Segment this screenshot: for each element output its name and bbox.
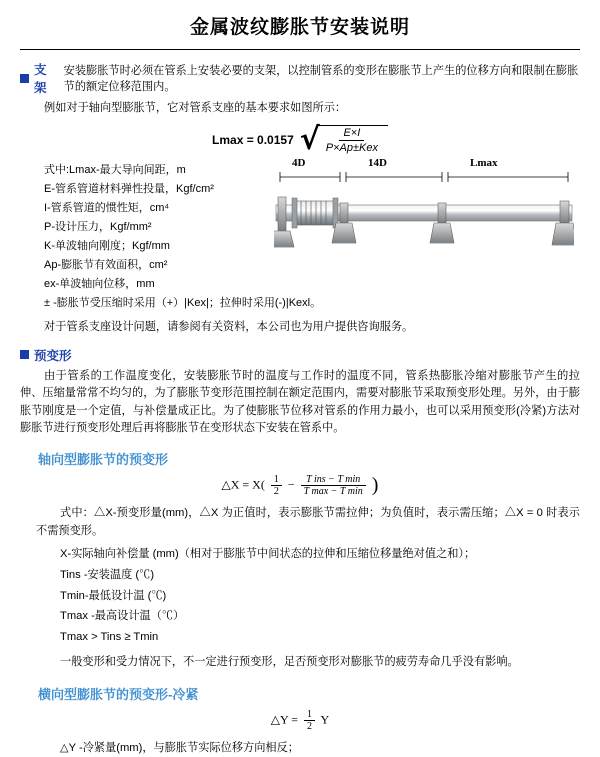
lateral-formula-lhs: △Y =: [270, 711, 298, 726]
axial-item-3: Tmax -最高设计温（℃）: [60, 610, 185, 623]
predeform-para1: 由于管系的工作温度变化，安装膨胀节时的温度与工作时的温度不同，管系热膨胀冷缩对膨胀节产生的拉伸、压缩量常常不均匀的，为了膨胀节变形范围控制在额定范围内，需要对膨胀节采取预变形处理。另外，由于膨胀节刚度是一个定值，与补偿量成正比。为了使膨胀节位移对管系的作用力最小，也可以采用预变形(冷紧)方法对膨胀节进行预变形处理后再将膨胀节在变形状态下安装在管系中。: [20, 369, 580, 435]
lateral-formula: [20, 709, 580, 732]
page-title: 金属波纹膨胀节安装说明: [189, 16, 410, 38]
axial-formula: [20, 474, 580, 497]
axial-formula-frac2: [301, 474, 366, 497]
lateral-formula-rhs: Y: [320, 711, 330, 726]
axial-frac2-den: T max − T min: [303, 486, 363, 498]
lateral-note: △Y -冷紧量(mm)，与膨胀节实际位移方向相反；: [60, 741, 299, 754]
axial-frac2-num: T ins − T min: [301, 474, 366, 486]
lmax-formula: [20, 122, 580, 158]
lmax-denominator: P×Ap±Kex: [325, 142, 378, 155]
diagram-label-14d: 14D: [368, 157, 387, 170]
legend-item-3: P-设计压力，Kgf/mm²: [44, 221, 152, 234]
axial-item-1: Tins -安装温度 (℃): [60, 568, 155, 581]
sqrt-group: [299, 122, 388, 158]
legend-item-4: K-单波轴向刚度；Kgf/mm: [44, 239, 170, 252]
legend-item-1: E-管系管道材料弹性投量，Kgf/cm²: [44, 183, 214, 196]
legend-item-2: I-管系管道的惯性矩，cm⁴: [44, 202, 170, 215]
legend-item-5: Ap-膨胀节有效面积，cm²: [44, 258, 168, 271]
lateral-frac-num: 1: [304, 709, 315, 721]
diagram-label-lmax: Lmax: [470, 157, 498, 170]
axial-formula-rhs: ): [371, 474, 379, 497]
title-divider: [20, 49, 580, 50]
axial-items: [20, 544, 580, 648]
axial-frac1-num: 1: [271, 474, 282, 486]
document-page: [0, 12, 600, 754]
bracket-para2: 例如对于轴向型膨胀节，它对管系支座的基本要求如图所示：: [44, 102, 347, 114]
bullet-square-icon: [20, 74, 29, 83]
axial-formula-lhs: △X = X(: [221, 477, 265, 492]
bracket-para1: 安装膨胀节时必须在管系上安装必要的支架，以控制管系的变形在膨胀节上产生的位移方向和限制在膨胀节的额定位移范围内。: [63, 65, 579, 93]
axial-item-2: Tmin-最低设计温 (℃): [60, 589, 167, 602]
axial-closing: 一般变形和受力情况下，不一定进行预变形，足否预变形对膨胀节的疲劳寿命几乎没有影响。: [60, 655, 519, 668]
section-heading-predeform-label: 预变形: [34, 348, 72, 363]
legend-item-0: 式中:Lmax-最大导向间距，m: [44, 164, 186, 177]
legend-item-7: ± -膨胀节受压缩时采用（+）|Kex|；拉伸时采用(-)|Kexl。: [44, 296, 322, 309]
bullet-square-icon-2: [20, 350, 29, 359]
axial-frac1-den: 2: [273, 486, 279, 498]
axial-formula-frac1: [271, 474, 282, 497]
subheading-lateral: 横向型膨胀节的预变形-冷紧: [38, 686, 199, 702]
sqrt-icon: √: [299, 122, 320, 158]
axial-formula-minus: −: [287, 477, 295, 492]
lmax-formula-lhs: Lmax = 0.0157: [212, 133, 294, 148]
diagram-svg: [274, 157, 574, 277]
legend-item-6: ex-单波轴向位移，mm: [44, 277, 155, 290]
section-heading-predeform: [20, 346, 580, 364]
lateral-frac-den: 2: [306, 720, 312, 732]
diagram-label-4d: 4D: [292, 157, 306, 170]
subheading-axial: 轴向型膨胀节的预变形: [38, 452, 169, 468]
axial-note: 式中：△X-预变形量(mm)，△X 为正值时，表示膨胀节需拉伸；为负值时，表示需压缩；△X = 0 时表示不需预变形。: [36, 507, 580, 537]
axial-item-4: Tmax > Tins ≥ Tmin: [60, 631, 159, 643]
section-heading-bracket: [20, 60, 580, 96]
axial-item-0: X-实际轴向补偿量 (mm)（相对于膨胀节中间状态的拉伸和压缩位移量绝对值之和）；: [60, 548, 476, 561]
bracket-closing: 对于管系支座设计问题，请参阅有关资料，本公司也为用户提供咨询服务。: [44, 320, 414, 333]
legend-diagram-block: [20, 157, 580, 312]
lmax-numerator: E×I: [339, 127, 364, 141]
section-heading-bracket-label: 支架: [34, 63, 47, 95]
piping-support-diagram: [274, 157, 574, 277]
lateral-formula-frac: [304, 709, 315, 732]
